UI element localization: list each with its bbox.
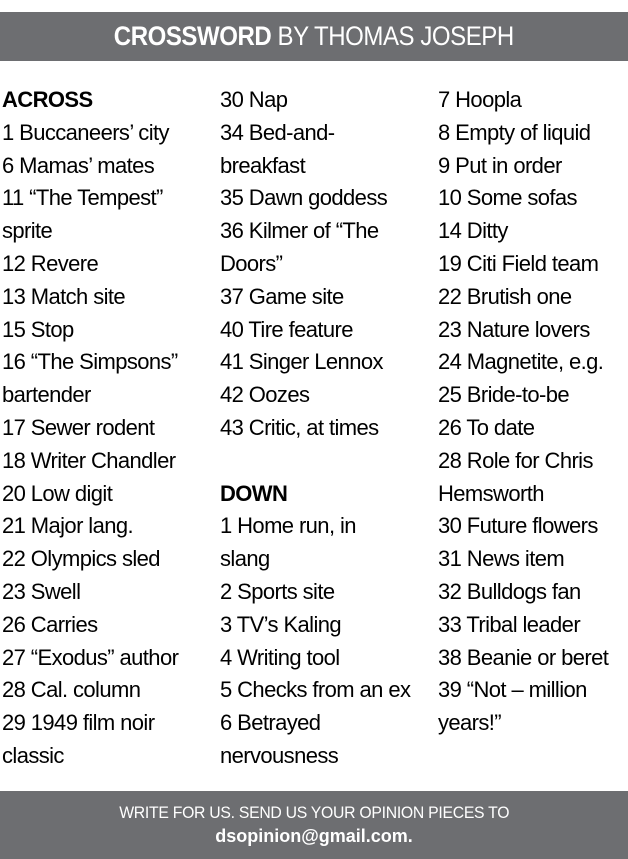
clue-line: 21 Major lang. bbox=[2, 513, 134, 539]
clue-line: 13 Match site bbox=[2, 283, 126, 309]
clue-line: 36 Kilmer of “The bbox=[220, 218, 379, 244]
clue-line: years!” bbox=[438, 710, 502, 736]
clue-line: 19 Citi Field team bbox=[438, 250, 599, 276]
footer-banner bbox=[0, 791, 628, 859]
clue-line: 35 Dawn goddess bbox=[220, 185, 388, 211]
clue-line: 4 Writing tool bbox=[220, 644, 340, 670]
clue-line: 18 Writer Chandler bbox=[2, 447, 176, 473]
clue-line: 10 Some sofas bbox=[438, 185, 577, 211]
clue-line: 14 Ditty bbox=[438, 218, 508, 244]
header-title-bold: CROSSWORD bbox=[114, 21, 272, 51]
clue-line: nervousness bbox=[220, 742, 339, 768]
clue-line: bartender bbox=[2, 382, 91, 408]
clue-line: 43 Critic, at times bbox=[220, 414, 379, 440]
clue-line: 39 “Not – million bbox=[438, 677, 587, 703]
header-title-rest: BY THOMAS JOSEPH bbox=[277, 21, 514, 51]
clue-line: 28 Role for Chris bbox=[438, 447, 593, 473]
clue-line: 40 Tire feature bbox=[220, 316, 353, 342]
footer-callout: WRITE FOR US. SEND US YOUR OPINION PIECES TO bbox=[119, 803, 509, 822]
clue-line: 3 TV’s Kaling bbox=[220, 611, 342, 637]
clue-line: 1 Home run, in bbox=[220, 513, 356, 539]
clue-line: 30 Nap bbox=[220, 87, 288, 112]
across-clue-list-2 bbox=[220, 84, 435, 445]
clue-line: 32 Bulldogs fan bbox=[438, 578, 581, 604]
clue-line: 22 Olympics sled bbox=[2, 546, 160, 572]
clue-line: breakfast bbox=[220, 152, 306, 178]
clue-line: Hemsworth bbox=[438, 480, 544, 506]
clue-line: 23 Nature lovers bbox=[438, 316, 590, 342]
clue-line: 23 Swell bbox=[2, 578, 81, 604]
footer-email: dsopinion@gmail.com. bbox=[215, 826, 413, 846]
down-clue-list-2 bbox=[438, 84, 628, 740]
down-heading: DOWN bbox=[220, 480, 288, 506]
clue-line: 1 Buccaneers’ city bbox=[2, 119, 169, 145]
clues-area bbox=[0, 84, 628, 784]
clue-line: 11 “The Tempest” bbox=[2, 185, 163, 211]
clue-line: 37 Game site bbox=[220, 283, 344, 309]
clue-line: 27 “Exodus” author bbox=[2, 644, 179, 670]
clue-line: 6 Mamas’ mates bbox=[2, 152, 155, 178]
clue-line: 29 1949 film noir bbox=[2, 710, 155, 736]
clue-line: 25 Bride-to-be bbox=[438, 382, 570, 408]
clue-line: Doors” bbox=[220, 250, 283, 276]
clue-line: 33 Tribal leader bbox=[438, 611, 581, 637]
clue-line: 9 Put in order bbox=[438, 152, 562, 178]
across-clue-list-1 bbox=[2, 117, 217, 773]
across-heading: ACROSS bbox=[2, 87, 93, 112]
clue-line: 34 Bed-and- bbox=[220, 119, 335, 145]
section-spacer bbox=[220, 445, 435, 478]
clue-line: 28 Cal. column bbox=[2, 677, 141, 703]
clue-line: 2 Sports site bbox=[220, 578, 335, 604]
clue-column-1 bbox=[2, 84, 217, 773]
clue-line: 6 Betrayed bbox=[220, 710, 321, 736]
clue-line: 8 Empty of liquid bbox=[438, 119, 591, 145]
clue-line: 26 To date bbox=[438, 414, 535, 440]
clue-line: 41 Singer Lennox bbox=[220, 349, 383, 375]
clue-line: 31 News item bbox=[438, 546, 565, 572]
clue-line: 38 Beanie or beret bbox=[438, 644, 609, 670]
crossword-header bbox=[0, 12, 628, 61]
clue-line: 16 “The Simpsons” bbox=[2, 349, 178, 375]
down-clue-list-1 bbox=[220, 510, 435, 772]
clue-line: 15 Stop bbox=[2, 316, 74, 342]
clue-line: 42 Oozes bbox=[220, 382, 310, 408]
clue-line: 30 Future flowers bbox=[438, 513, 598, 539]
clue-line: classic bbox=[2, 742, 64, 768]
clue-line: sprite bbox=[2, 218, 53, 244]
clue-line: 24 Magnetite, e.g. bbox=[438, 349, 604, 375]
clue-line: 17 Sewer rodent bbox=[2, 414, 155, 440]
clue-line: 5 Checks from an ex bbox=[220, 677, 411, 703]
clue-line: 7 Hoopla bbox=[438, 87, 522, 112]
clue-line: 22 Brutish one bbox=[438, 283, 572, 309]
clue-column-3 bbox=[438, 84, 628, 740]
clue-line: 26 Carries bbox=[2, 611, 98, 637]
clue-line: 12 Revere bbox=[2, 250, 99, 276]
clue-column-2 bbox=[220, 84, 435, 773]
clue-line: slang bbox=[220, 546, 270, 572]
clue-line: 20 Low digit bbox=[2, 480, 113, 506]
